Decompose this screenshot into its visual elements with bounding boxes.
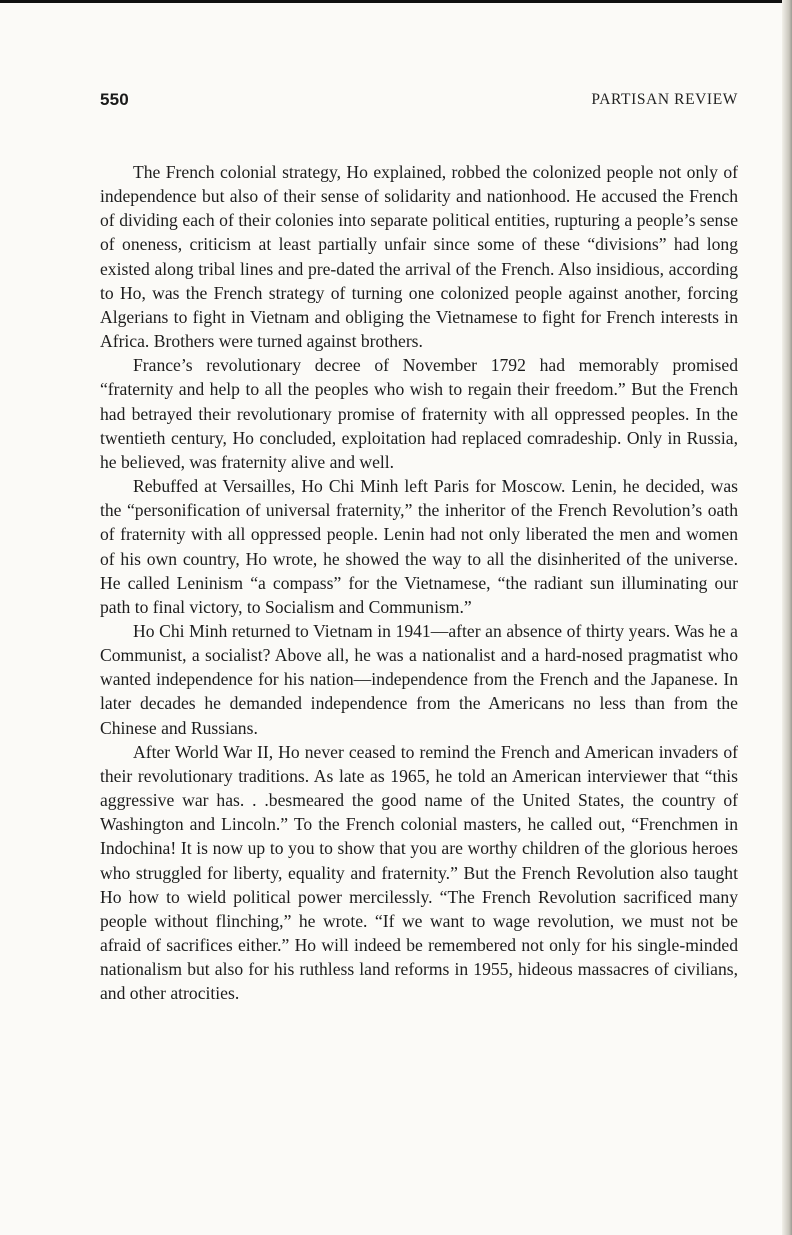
paragraph-after-world-war-ii: After World War II, Ho never ceased to remind the French and American invaders of their revolutionary traditions. As late as 1965, he told an American interviewer that “this aggressive war has. . .besmeared the good name of the United States, the country of Washington and Lincoln.” To the French colonial masters, he called out, “Frenchmen in Indochina! It is now up to you to show that you are worthy children of the glorious heroes who struggled for liberty, equality and fraternity.” But the French Revolution also taught Ho how to wield political power mercilessly. “The French Revolution sacrificed many people without flinching,” he wrote. “If we want to wage revolution, we must not be afraid of sacrifices either.” Ho will indeed be remembered not only for his single-minded nationalism but also for his ruthless land reforms in 1955, hideous massacres of civilians, and other atrocities. (100, 741, 738, 1004)
paragraph-colonial-strategy: The French colonial strategy, Ho explained, robbed the colonized people not only of independence but also of their sense of solidarity and nationhood. He accused the French of dividing each of their colonies into separate political entities, rupturing a people’s sense of oneness, criticism at least partially unfair since some of these “divisions” had long existed along tribal lines and pre-dated the arrival of the French. Also insidious, according to Ho, was the French strategy of turning one colonized people against another, forcing Algerians to fight in Vietnam and obliging the Vietnamese to fight for French interests in Africa. Brothers were turned against brothers. (100, 162, 738, 352)
paragraph-revolutionary-decree: France’s revolutionary decree of November 1792 had memorably promised “fraternity and help to all the peoples who wish to regain their freedom.” But the French had betrayed their revolutionary promise of fraternity with all oppressed peoples. In the twentieth century, Ho concluded, exploitation had replaced comradeship. Only in Russia, he believed, was fraternity alive and well. (100, 355, 738, 472)
page-top-edge (0, 0, 792, 3)
journal-title: PARTISAN REVIEW (591, 91, 738, 108)
paragraph-return-to-vietnam: Ho Chi Minh returned to Vietnam in 1941—after an absence of thirty years. Was he a Communist, a socialist? Above all, he was a nationalist and a hard-nosed pragmatist who wanted independence for his nation—independence from the French and the Japanese. In later decades he demanded independence from the Americans no less than from the Chinese and Russians. (100, 620, 738, 738)
article-body (100, 160, 738, 1005)
running-head (100, 90, 738, 114)
page-number: 550 (100, 90, 129, 109)
page-gutter-shadow (782, 0, 792, 1235)
paragraph-versailles-moscow: Rebuffed at Versailles, Ho Chi Minh left Paris for Moscow. Lenin, he decided, was the “personification of universal fraternity,” the inheritor of the French Revolution’s oath of fraternity with all oppressed people. Lenin had not only liberated the men and women of his own country, Ho wrote, he showed the way to all the disinherited of the universe. He called Leninism “a compass” for the Vietnamese, “the radiant sun illuminating our path to final victory, to Socialism and Communism.” (100, 476, 738, 617)
